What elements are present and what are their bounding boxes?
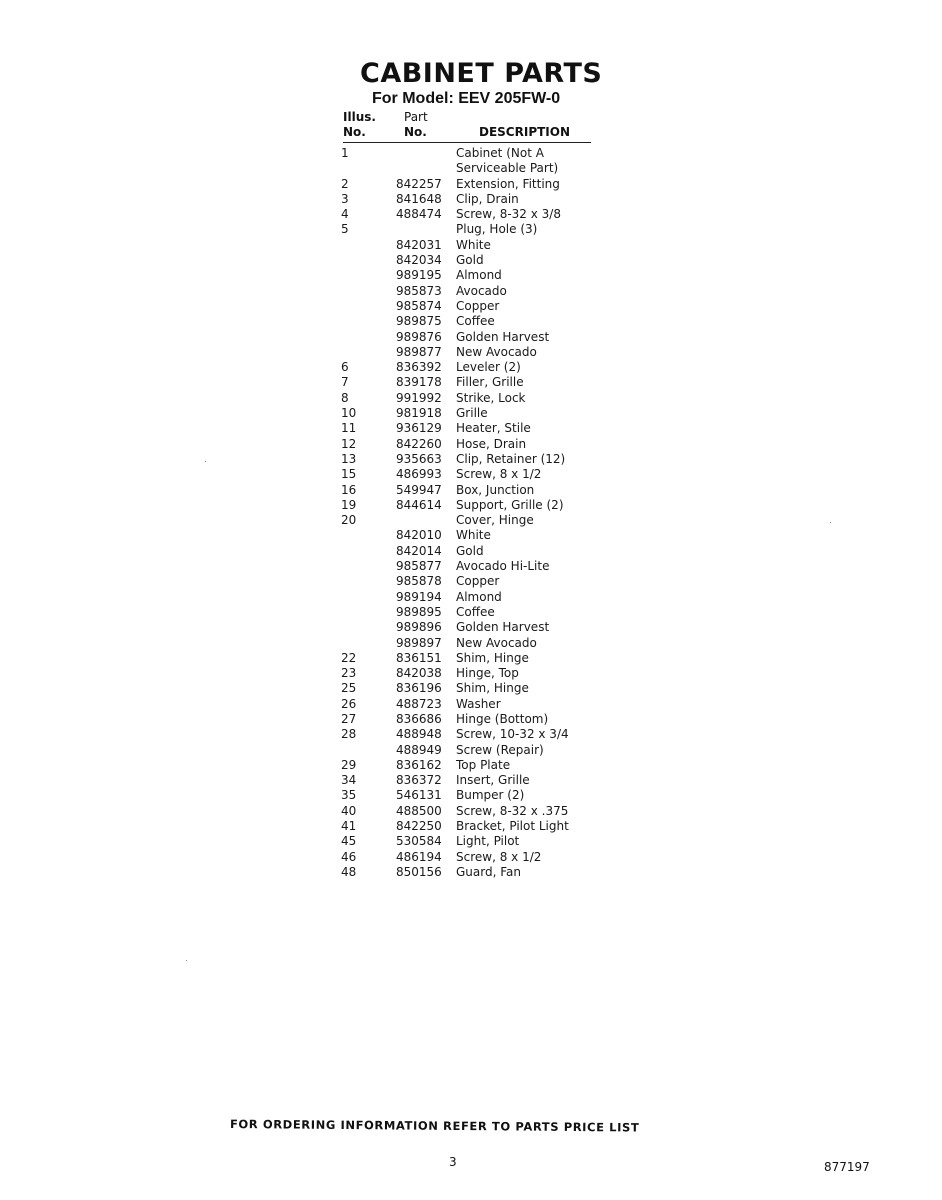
parts-row: [341, 865, 601, 880]
part-description: Hose, Drain: [456, 436, 527, 451]
part-description: Screw, 8-32 x 3/8: [456, 207, 561, 222]
parts-row: [341, 620, 601, 635]
part-number: 989896: [396, 620, 442, 635]
part-number: 989875: [396, 314, 442, 329]
part-number: 842250: [396, 819, 442, 834]
illus-number: 23: [341, 666, 357, 681]
part-description: Avocado Hi-Lite: [456, 559, 550, 574]
part-description: Filler, Grille: [456, 375, 524, 390]
parts-row: [341, 452, 601, 467]
illus-header-line2: No.: [343, 125, 366, 139]
parts-row: [341, 727, 601, 742]
parts-row: [341, 238, 601, 253]
parts-row: [341, 467, 601, 482]
part-number: 488500: [396, 803, 442, 818]
part-description: Golden Harvest: [456, 620, 550, 635]
part-description: Clip, Drain: [456, 191, 519, 206]
parts-row: [341, 804, 601, 819]
illus-number: 10: [341, 406, 357, 421]
illus-number: 29: [341, 757, 357, 772]
part-description: Bumper (2): [456, 788, 525, 803]
parts-row: [341, 788, 601, 803]
illus-number: 19: [341, 497, 357, 512]
illus-number: 13: [341, 451, 357, 466]
part-description: Coffee: [456, 314, 495, 329]
part-description: Insert, Grille: [456, 773, 530, 788]
part-description: Hinge, Top: [456, 666, 519, 681]
parts-row: [341, 421, 601, 436]
parts-row: [341, 605, 601, 620]
part-number: 989195: [396, 268, 442, 283]
part-description: Almond: [456, 268, 502, 283]
part-description: Strike, Lock: [456, 390, 526, 405]
part-number: 985878: [396, 574, 442, 589]
parts-row: [341, 574, 601, 589]
part-number: 839178: [396, 375, 442, 390]
parts-row: [341, 284, 601, 299]
parts-row: [341, 391, 601, 406]
part-number: 842034: [396, 253, 442, 268]
part-description: Washer: [456, 696, 501, 711]
part-description: Bracket, Pilot Light: [456, 819, 569, 834]
page-title: CABINET PARTS: [360, 58, 603, 89]
part-number: 842038: [396, 666, 442, 681]
part-description: Copper: [456, 574, 500, 589]
illus-number: 48: [341, 864, 357, 879]
part-description: Grille: [456, 406, 488, 421]
part-number: 850156: [396, 864, 442, 879]
parts-row: [341, 406, 601, 421]
part-description: Shim, Hinge: [456, 681, 529, 696]
parts-row: [341, 177, 601, 192]
scan-speck: [205, 461, 206, 462]
parts-row: [341, 651, 601, 666]
part-number: 836196: [396, 681, 442, 696]
part-description: Coffee: [456, 604, 495, 619]
part-description: White: [456, 528, 491, 543]
parts-row: [341, 345, 601, 360]
parts-row: [341, 636, 601, 651]
parts-row: [341, 207, 601, 222]
illus-number: 45: [341, 834, 357, 849]
scan-speck: [186, 960, 187, 961]
parts-list: [341, 146, 601, 880]
part-number: 488723: [396, 696, 442, 711]
part-description: Golden Harvest: [456, 329, 550, 344]
parts-row: [341, 253, 601, 268]
illus-number: 27: [341, 711, 357, 726]
parts-row: [341, 268, 601, 283]
part-description: Shim, Hinge: [456, 650, 529, 665]
illus-number: 4: [341, 207, 349, 222]
parts-row: [341, 437, 601, 452]
part-number: 935663: [396, 451, 442, 466]
illus-number: 25: [341, 681, 357, 696]
part-description: Box, Junction: [456, 482, 535, 497]
illus-number: 7: [341, 375, 349, 390]
part-description: Guard, Fan: [456, 864, 521, 879]
part-description: Copper: [456, 298, 500, 313]
illus-number: 15: [341, 467, 357, 482]
part-description: Screw, 8 x 1/2: [456, 849, 542, 864]
part-number: 985873: [396, 283, 442, 298]
illus-number: 2: [341, 176, 349, 191]
part-number: 985877: [396, 559, 442, 574]
part-number: 989897: [396, 635, 442, 650]
parts-row: [341, 834, 601, 849]
illus-number: 11: [341, 421, 357, 436]
part-number: 985874: [396, 298, 442, 313]
parts-row: [341, 773, 601, 788]
parts-row: [341, 498, 601, 513]
part-description: Leveler (2): [456, 360, 521, 375]
part-description: Screw, 8 x 1/2: [456, 467, 542, 482]
parts-row: [341, 743, 601, 758]
illus-number: 35: [341, 788, 357, 803]
part-description: Screw, 10-32 x 3/4: [456, 727, 569, 742]
part-description: Plug, Hole (3): [456, 222, 538, 237]
parts-row: [341, 330, 601, 345]
part-description: Hinge (Bottom): [456, 711, 549, 726]
parts-row: [341, 666, 601, 681]
part-description: New Avocado: [456, 635, 537, 650]
part-number: 488949: [396, 742, 442, 757]
part-number: 549947: [396, 482, 442, 497]
part-number: 991992: [396, 390, 442, 405]
ordering-note: FOR ORDERING INFORMATION REFER TO PARTS PRICE LIST: [229, 1117, 640, 1135]
parts-row: [341, 299, 601, 314]
parts-row: [341, 528, 601, 543]
header-rule: [343, 142, 591, 143]
parts-row: [341, 590, 601, 605]
parts-row: [341, 712, 601, 727]
part-number: 844614: [396, 497, 442, 512]
page-number: 3: [449, 1155, 457, 1169]
part-header-line1: Part: [404, 110, 428, 124]
part-description: Serviceable Part): [456, 161, 559, 176]
illus-number: 34: [341, 773, 357, 788]
illus-number: 26: [341, 696, 357, 711]
part-number: 936129: [396, 421, 442, 436]
part-number: 546131: [396, 788, 442, 803]
part-description: Screw (Repair): [456, 742, 544, 757]
part-description: Cover, Hinge: [456, 513, 534, 528]
illus-number: 8: [341, 390, 349, 405]
parts-row: [341, 758, 601, 773]
parts-row: [341, 222, 601, 237]
illus-number: 46: [341, 849, 357, 864]
part-number: 989877: [396, 344, 442, 359]
illus-number: 5: [341, 222, 349, 237]
part-number: 989895: [396, 604, 442, 619]
part-description: Support, Grille (2): [456, 497, 564, 512]
part-description: Avocado: [456, 283, 507, 298]
model-subtitle: For Model: EEV 205FW-0: [372, 90, 561, 107]
illus-number: 22: [341, 650, 357, 665]
parts-row: [341, 819, 601, 834]
part-number: 488474: [396, 207, 442, 222]
part-description: Cabinet (Not A: [456, 146, 544, 160]
part-description: Screw, 8-32 x .375: [456, 803, 569, 818]
part-number: 842031: [396, 237, 442, 252]
illus-number: 1: [341, 146, 349, 160]
part-number: 486993: [396, 467, 442, 482]
illus-number: 40: [341, 803, 357, 818]
part-number: 842014: [396, 543, 442, 558]
parts-row: [341, 681, 601, 696]
part-description: Light, Pilot: [456, 834, 520, 849]
part-description: Extension, Fitting: [456, 176, 560, 191]
illus-number: 28: [341, 727, 357, 742]
part-description: White: [456, 237, 491, 252]
document-number: 877197: [824, 1160, 870, 1174]
part-description: Top Plate: [456, 757, 511, 772]
parts-row: [341, 360, 601, 375]
parts-row: [341, 483, 601, 498]
part-number: 842257: [396, 176, 442, 191]
parts-row: [341, 161, 601, 176]
scan-speck: [830, 522, 831, 523]
part-description: Clip, Retainer (12): [456, 451, 566, 466]
part-description: Almond: [456, 589, 502, 604]
parts-row: [341, 850, 601, 865]
part-number: 989876: [396, 329, 442, 344]
part-description: Gold: [456, 543, 484, 558]
parts-row: [341, 544, 601, 559]
part-number: 841648: [396, 191, 442, 206]
part-number: 488948: [396, 727, 442, 742]
part-number: 981918: [396, 406, 442, 421]
parts-row: [341, 697, 601, 712]
parts-row: [341, 146, 601, 161]
illus-header-line1: Illus.: [343, 110, 376, 124]
illus-number: 3: [341, 191, 349, 206]
part-number: 486194: [396, 849, 442, 864]
illus-number: 6: [341, 360, 349, 375]
parts-row: [341, 513, 601, 528]
part-number: 836372: [396, 773, 442, 788]
illus-number: 12: [341, 436, 357, 451]
parts-row: [341, 314, 601, 329]
part-description: Gold: [456, 253, 484, 268]
part-number: 836162: [396, 757, 442, 772]
part-number: 842260: [396, 436, 442, 451]
part-number: 530584: [396, 834, 442, 849]
part-number: 836686: [396, 711, 442, 726]
part-number: 842010: [396, 528, 442, 543]
part-number: 989194: [396, 589, 442, 604]
description-header: DESCRIPTION: [479, 125, 571, 139]
part-number: 836392: [396, 360, 442, 375]
part-header-line2: No.: [404, 125, 427, 139]
parts-row: [341, 559, 601, 574]
parts-row: [341, 375, 601, 390]
illus-number: 20: [341, 513, 357, 528]
parts-row: [341, 192, 601, 207]
part-description: Heater, Stile: [456, 421, 531, 436]
part-number: 836151: [396, 650, 442, 665]
illus-number: 16: [341, 482, 357, 497]
part-description: New Avocado: [456, 344, 537, 359]
illus-number: 41: [341, 819, 357, 834]
